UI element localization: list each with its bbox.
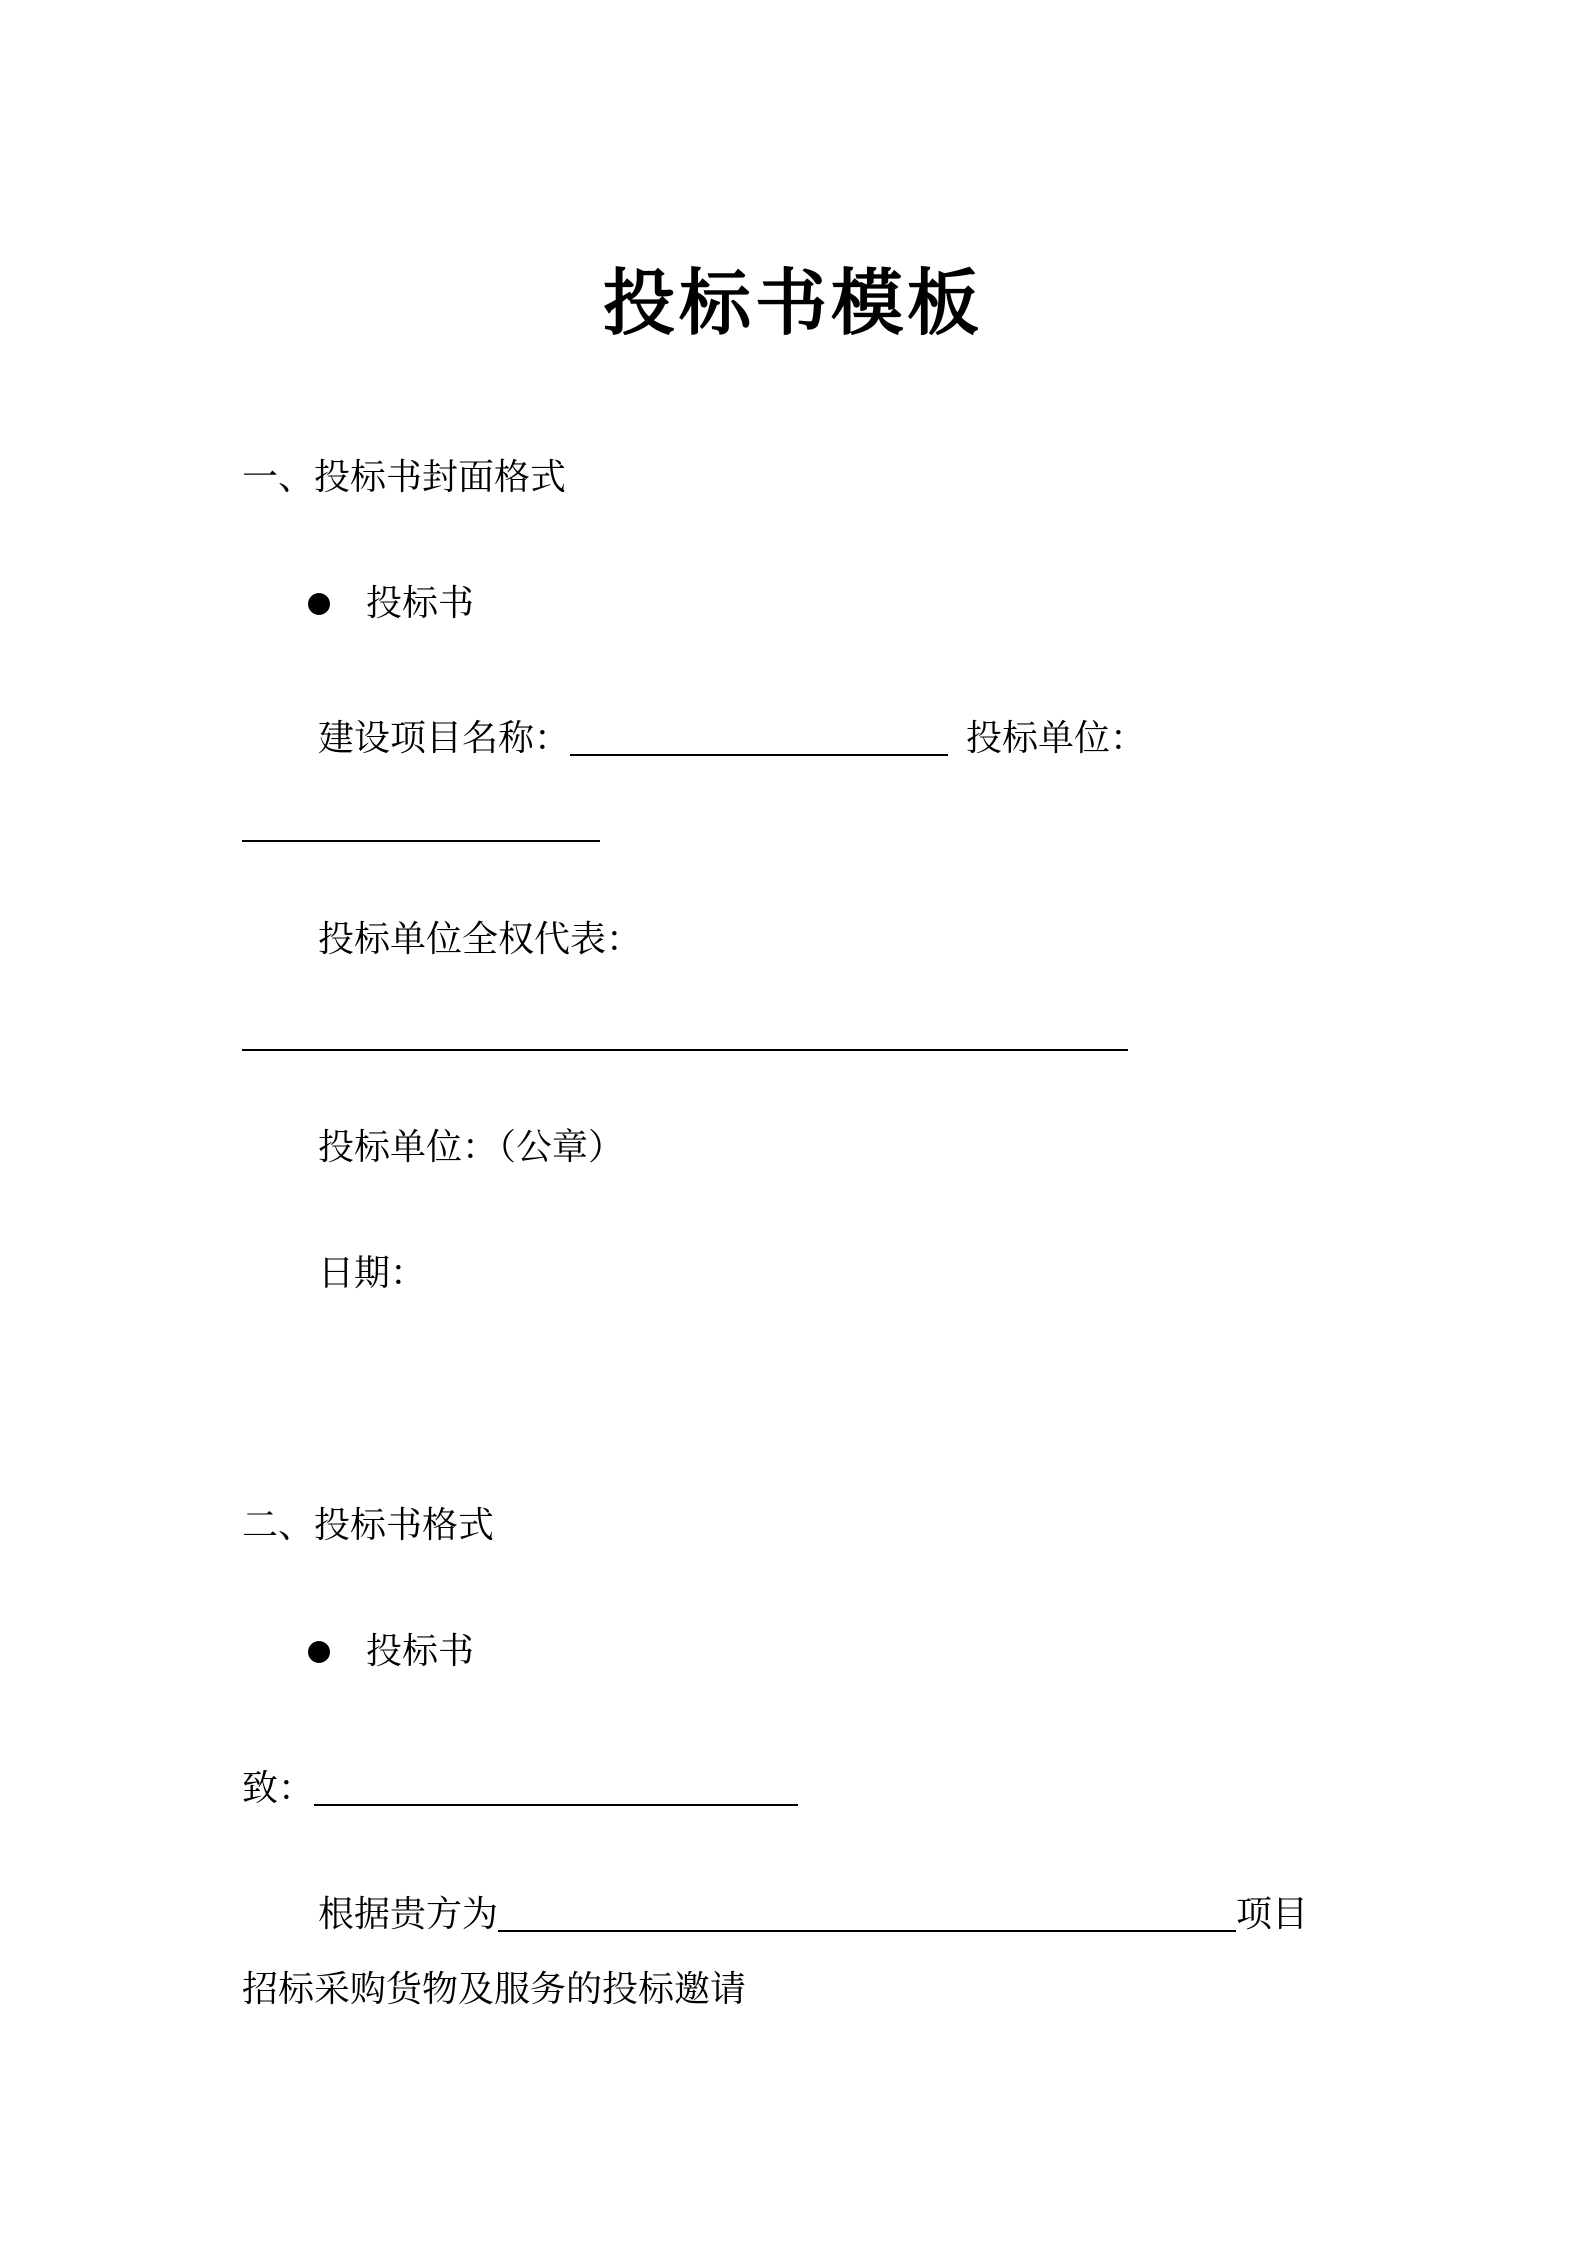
document-title: 投标书模板 [602, 261, 983, 345]
to-row [242, 1762, 798, 1813]
project-name-label: 建设项目名称： [318, 718, 571, 759]
bullet-dot-icon [308, 593, 330, 615]
project-blank[interactable] [498, 1894, 1236, 1932]
body-prefix: 根据贵方为 [318, 1894, 499, 1935]
to-blank[interactable] [314, 1768, 798, 1806]
section2-bullet-label: 投标书 [366, 1631, 475, 1672]
section2-bullet [308, 1628, 474, 1676]
representative-label: 投标单位全权代表： [318, 919, 643, 960]
section1-heading: 一、投标书封面格式 [242, 457, 567, 498]
project-name-blank[interactable] [570, 718, 948, 756]
bidder-label: 投标单位： [966, 718, 1147, 759]
representative-blank[interactable] [242, 1047, 1128, 1051]
section2-heading: 二、投标书格式 [242, 1505, 495, 1546]
seal-label: 投标单位：（公章） [318, 1127, 625, 1168]
project-name-row [318, 712, 1146, 763]
bidder-blank[interactable] [242, 838, 600, 842]
to-label: 致： [242, 1768, 315, 1809]
bullet-dot-icon [308, 1641, 330, 1663]
date-label: 日期： [318, 1253, 427, 1294]
body-row [318, 1888, 1308, 1939]
section1-bullet [308, 580, 474, 628]
body-suffix: 项目 [1236, 1894, 1309, 1935]
body-line2: 招标采购货物及服务的投标邀请 [242, 1969, 747, 2010]
section1-bullet-label: 投标书 [366, 583, 475, 624]
